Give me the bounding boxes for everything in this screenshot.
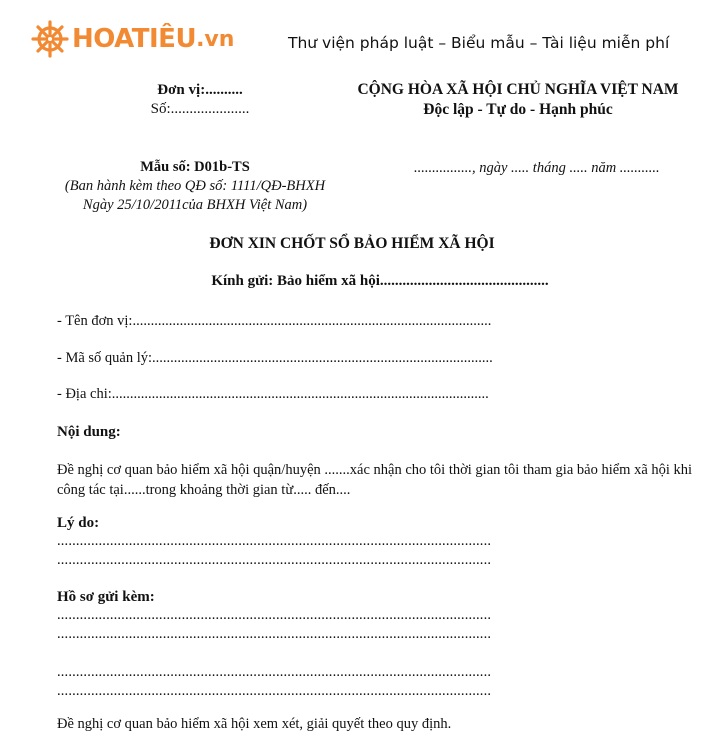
brand-domain: .vn bbox=[196, 26, 235, 52]
nation-motto: Độc lập - Tự do - Hạnh phúc bbox=[423, 101, 613, 118]
site-tagline: Thư viện pháp luật – Biểu mẫu – Tài liệu miễn phí bbox=[288, 34, 670, 52]
form-code: Mẫu số: D01b-TS bbox=[140, 159, 250, 175]
national-heading bbox=[340, 80, 696, 120]
attachment-line-1: ................................................................................................................... bbox=[57, 607, 492, 623]
nation-title: CỘNG HÒA XÃ HỘI CHỦ NGHĨA VIỆT NAM bbox=[357, 81, 679, 98]
content-paragraph: Đề nghị cơ quan bảo hiểm xã hội quận/huyện .......xác nhận cho tôi thời gian tôi tham gia bảo hiểm xã hội khi công tác tại......trong khoảng thời gian từ..... đến.... bbox=[57, 462, 693, 498]
date-line: ................, ngày ..... tháng ..... năm ........... bbox=[414, 160, 660, 176]
document-number-label: Số:..................... bbox=[150, 101, 250, 117]
unit-label: Đơn vị:.......... bbox=[157, 82, 243, 98]
reason-heading: Lý do: bbox=[57, 515, 100, 531]
issued-by-line-2: Ngày 25/10/2011của BHXH Việt Nam) bbox=[82, 197, 308, 213]
content-heading: Nội dung: bbox=[57, 424, 121, 440]
form-code-block bbox=[20, 158, 370, 215]
attachments-heading: Hồ sơ gửi kèm: bbox=[57, 589, 155, 605]
ship-wheel-icon bbox=[30, 19, 70, 59]
attachment-line-2: ................................................................................................................... bbox=[57, 626, 492, 642]
field-management-code: - Mã số quản lý:.............................................................................................. bbox=[57, 350, 493, 366]
brand-logo[interactable] bbox=[30, 16, 234, 62]
field-address: - Địa chi:........................................................................................................ bbox=[57, 386, 489, 402]
reason-line-1: ................................................................................................................... bbox=[57, 533, 492, 549]
document-title: ĐƠN XIN CHỐT SỔ BẢO HIỂM XÃ HỘI bbox=[209, 235, 495, 252]
field-unit-name: - Tên đơn vị:................................................................................................... bbox=[57, 313, 492, 329]
reason-line-2: ................................................................................................................... bbox=[57, 552, 492, 568]
unit-block bbox=[120, 81, 280, 119]
issued-by-line-1: (Ban hành kèm theo QĐ số: 1111/QĐ-BHXH bbox=[64, 178, 326, 194]
attachment-line-4: ................................................................................................................... bbox=[57, 683, 492, 699]
attachment-line-3: ................................................................................................................... bbox=[57, 664, 492, 680]
addressee-line: Kính gửi: Bảo hiểm xã hội............................................. bbox=[211, 273, 549, 289]
brand-name: HOATIÊU bbox=[72, 24, 197, 54]
closing-sentence: Đề nghị cơ quan bảo hiểm xã hội xem xét, giải quyết theo quy định. bbox=[57, 716, 452, 732]
